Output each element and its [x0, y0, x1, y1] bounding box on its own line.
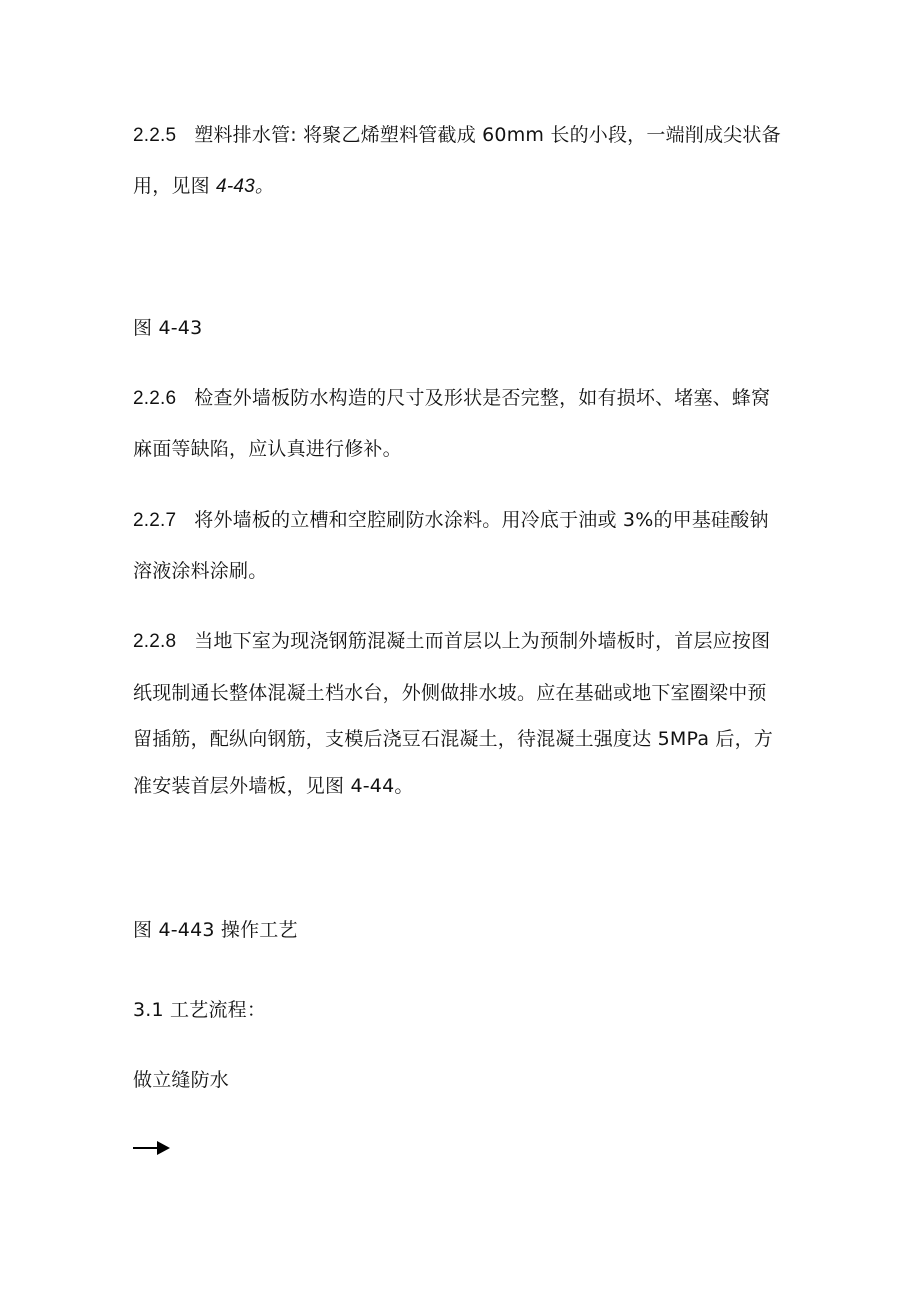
paragraph-text: 用，见图	[133, 175, 217, 197]
paragraph-2-2-6-line-2: 麻面等缺陷，应认真进行修补。	[133, 438, 402, 460]
section-number: 2.2.7	[133, 510, 177, 531]
paragraph-text: 将外墙板的立槽和空腔刷防水涂料。用冷底于油或 3%的甲基硅酸钠	[194, 509, 769, 531]
flow-step-1: 做立缝防水	[133, 1069, 230, 1091]
figure-reference: 4-43。	[216, 176, 275, 197]
paragraph-2-2-8-line-3: 留插筋，配纵向钢筋，支模后浇豆石混凝土，待混凝土强度达 5MPa 后，方	[133, 728, 774, 750]
section-number: 2.2.6	[133, 388, 177, 409]
figure-caption-4-43: 图 4-43	[133, 317, 203, 339]
paragraph-text: 塑料排水管: 将聚乙烯塑料管截成 60mm 长的小段，一端削成尖状备	[194, 124, 781, 146]
figure-caption-4-44: 图 4-443 操作工艺	[133, 919, 298, 941]
paragraph-2-2-5-line-2	[133, 174, 274, 199]
paragraph-2-2-8-line-4: 准安装首层外墙板，见图 4-44。	[133, 775, 414, 797]
paragraph-2-2-8-line-2: 纸现制通长整体混凝土档水台，外侧做排水坡。应在基础或地下室圈梁中预	[133, 682, 767, 704]
section-number: 2.2.5	[133, 125, 177, 146]
section-number: 2.2.8	[133, 631, 177, 652]
paragraph-text: 检查外墙板防水构造的尺寸及形状是否完整，如有损坏、堵塞、蜂窝	[194, 387, 771, 409]
paragraph-text: 当地下室为现浇钢筋混凝土而首层以上为预制外墙板时，首层应按图	[194, 630, 771, 652]
paragraph-2-2-7-line-1	[133, 508, 769, 533]
section-heading-3-1: 3.1 工艺流程：	[133, 999, 267, 1021]
paragraph-2-2-6-line-1	[133, 386, 770, 411]
paragraph-2-2-8-line-1	[133, 629, 770, 654]
right-arrow-icon	[133, 1138, 173, 1158]
paragraph-2-2-5-line-1	[133, 123, 781, 148]
paragraph-2-2-7-line-2: 溶液涂料涂刷。	[133, 560, 268, 582]
